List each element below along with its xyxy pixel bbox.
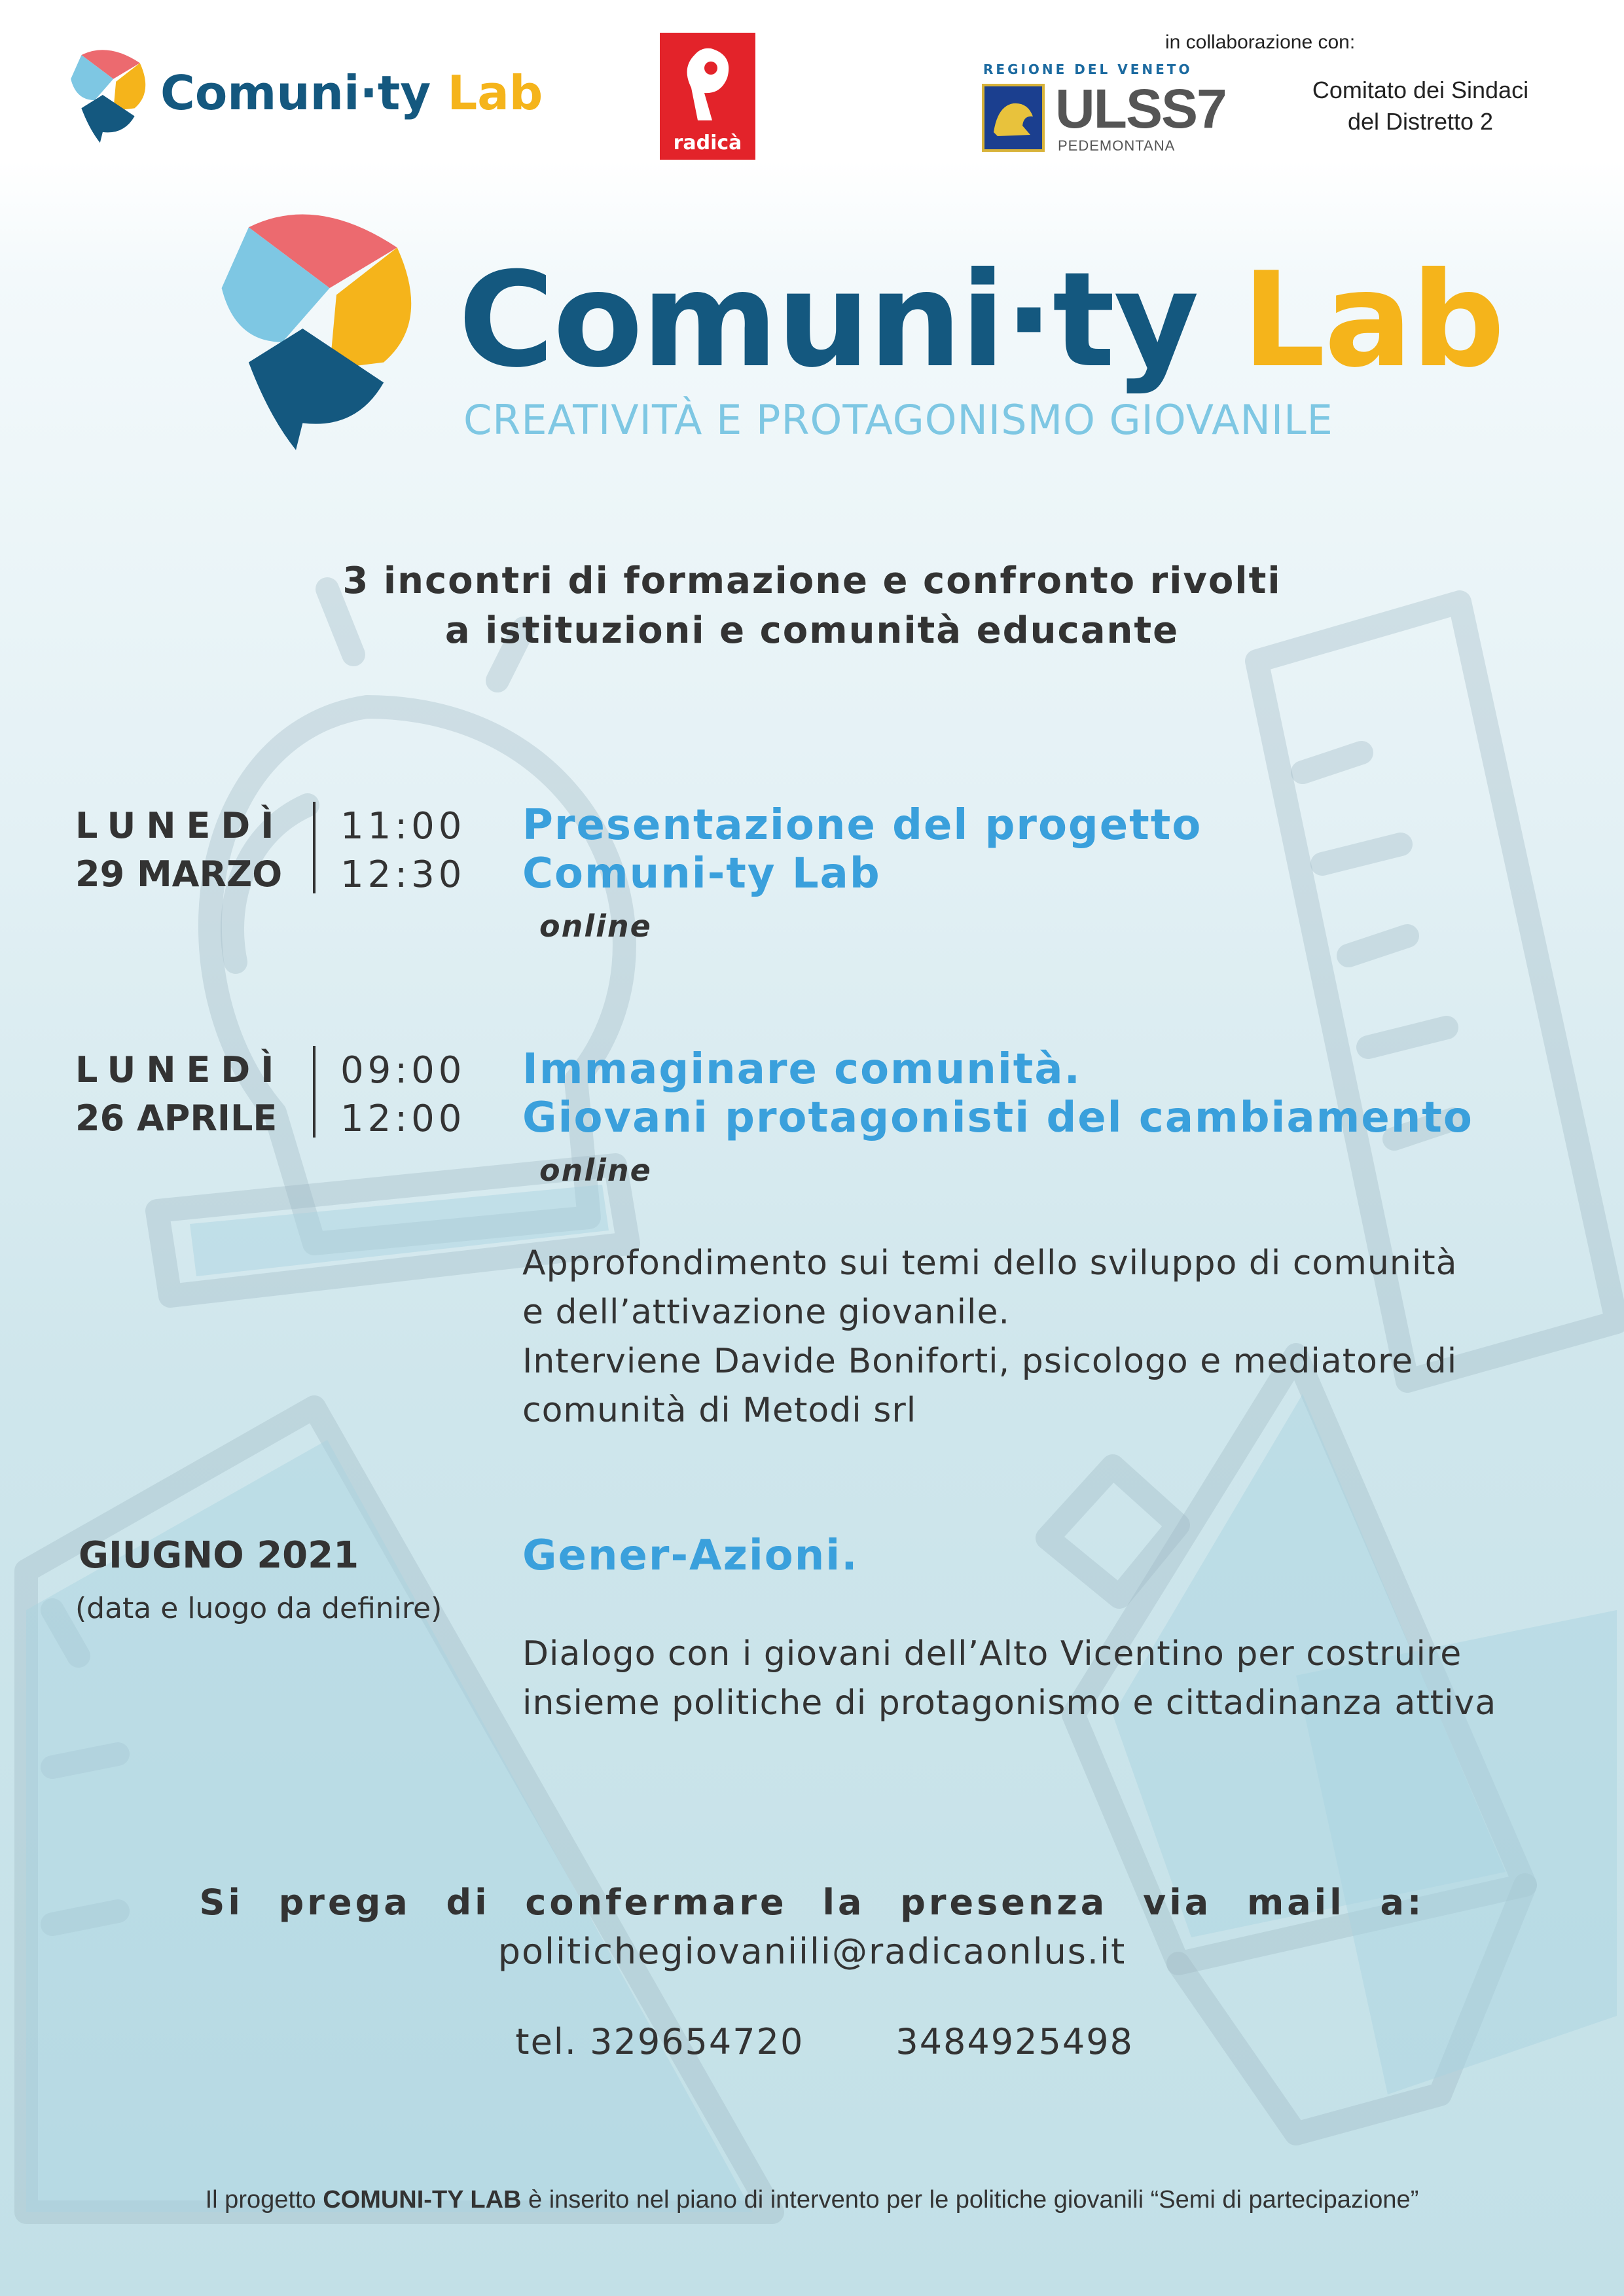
event-2-desc-line2: e dell’attivazione giovanile. (522, 1293, 1010, 1332)
event-1-title (522, 801, 1202, 898)
ulss7-logo (982, 62, 1226, 160)
contact-phone (0, 1980, 1624, 2062)
hero-tagline: CREATIVITÀ E PROTAGONISMO GIOVANILE (463, 396, 1333, 444)
event-1-start-time: 11:00 (340, 805, 466, 848)
footer-note (0, 2186, 1624, 2214)
event-2-title-line1: Immaginare comunità. (522, 1045, 1081, 1094)
event-2 (0, 1043, 1624, 1448)
contact-phone-1: tel. 329654720 (515, 2021, 804, 2062)
event-2-desc-line1: Approfondimento sui temi dello sviluppo di comunità (522, 1244, 1458, 1283)
event-1-title-line1: Presentazione del progetto (522, 801, 1202, 850)
intro-line2: a istituzioni e comunità educante (444, 609, 1180, 652)
event-2-end-time: 12:00 (340, 1098, 466, 1140)
event-3-desc-line1: Dialogo con i giovani dell’Alto Vicentino per costruire (522, 1634, 1462, 1674)
hero-logo-comuni: Comuni (458, 244, 1004, 397)
hero-logo-ty: ty (1052, 244, 1198, 397)
header-community-lab-logo (65, 46, 543, 144)
ulss7-label: ULSS7 (1055, 78, 1226, 139)
event-2-divider (313, 1046, 316, 1138)
confirm-presence: Si prega di confermare la presenza via mail a: (199, 1882, 1425, 1923)
veneto-lion-emblem (982, 84, 1045, 152)
comitato-sindaci (1283, 75, 1558, 137)
event-2-mode: online (539, 1153, 652, 1188)
event-3 (0, 1532, 1624, 1748)
event-1-mode: online (539, 908, 652, 944)
event-2-start-time: 09:00 (340, 1049, 466, 1092)
event-3-desc-line2: insieme politiche di protagonismo e cittadinanza attiva (522, 1683, 1497, 1723)
event-1-divider (313, 802, 316, 893)
contact-phone-2: 3484925498 (895, 2021, 1134, 2062)
intro-text (0, 556, 1624, 656)
hero-logo-lab: Lab (1242, 244, 1504, 397)
event-3-date: GIUGNO 2021 (79, 1534, 359, 1577)
event-3-description (522, 1630, 1550, 1728)
comitato-line1: Comitato dei Sindaci (1312, 77, 1529, 103)
small-logo-comuni: Comuni (160, 65, 360, 120)
event-1 (0, 798, 1624, 969)
event-3-note: (data e luogo da definire) (75, 1592, 442, 1625)
event-2-title (522, 1045, 1473, 1142)
ulss7-sub-label: PEDEMONTANA (1058, 137, 1176, 154)
collaboration-label: in collaborazione con: (1165, 31, 1356, 53)
comitato-line2: del Distretto 2 (1347, 108, 1494, 135)
contact-email[interactable]: politichegiovaniili@radicaonlus.it (497, 1931, 1127, 1972)
radica-logo (660, 33, 755, 160)
regione-veneto-label: REGIONE DEL VENETO (983, 62, 1193, 77)
footer-project-name: COMUNI-TY LAB (323, 2186, 522, 2214)
intro-line1: 3 incontri di formazione e confronto rivolti (342, 560, 1282, 602)
event-2-date: 26 APRILE (75, 1098, 278, 1139)
radica-label: radicà (673, 132, 742, 154)
radica-figure-icon (672, 42, 744, 127)
speech-bubble-logo-icon (65, 46, 151, 144)
event-2-desc-line3: Interviene Davide Boniforti, psicologo e mediatore di (522, 1342, 1458, 1381)
hero-speech-bubble-logo-icon (208, 204, 424, 453)
hero-logo-wordmark (458, 244, 1504, 397)
small-logo-ty: ty (377, 65, 431, 120)
event-2-desc-line4: comunità di Metodi srl (522, 1391, 917, 1430)
event-1-title-line2: Comuni-ty Lab (522, 850, 881, 898)
event-2-description (522, 1239, 1550, 1435)
event-2-day: LUNEDÌ (75, 1049, 285, 1090)
event-2-title-line2: Giovani protagonisti del cambiamento (522, 1094, 1473, 1142)
footer-pre: Il progetto (205, 2186, 323, 2214)
event-1-date: 29 MARZO (75, 853, 283, 895)
hero-logo-separator: · (1003, 244, 1053, 397)
small-logo-lab: Lab (447, 65, 543, 120)
event-3-title: Gener-Azioni. (522, 1532, 859, 1580)
event-1-day: LUNEDÌ (75, 805, 285, 846)
footer-post: è inserito nel piano di intervento per le politiche giovanili “Semi di partecipazione” (521, 2186, 1419, 2214)
event-1-end-time: 12:30 (340, 853, 466, 896)
small-logo-separator: · (359, 65, 378, 120)
lion-icon (984, 86, 1042, 149)
